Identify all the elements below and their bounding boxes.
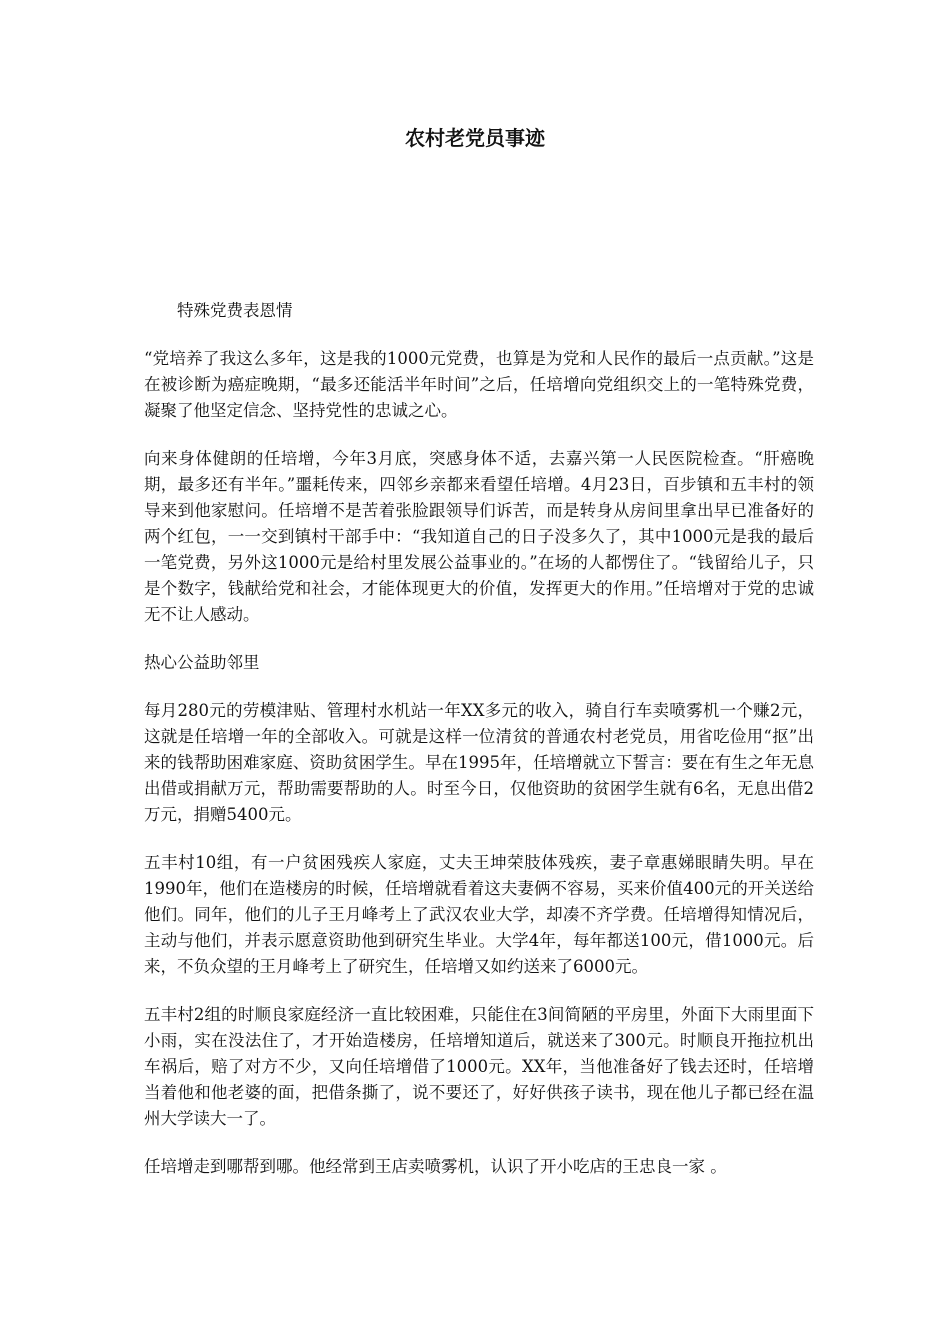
paragraph-income: 每月280元的劳模津贴、管理村水机站一年XX多元的收入，骑自行车卖喷雾机一个赚2元，这就是任培增一年的全部收入。可就是这样一位清贫的普通农村老党员，用省吃俭用“抠”出来的钱帮助困难家庭、资助贫困学生。早在1995年，任培增就立下誓言：要在有生之年无息出借或捐献万元，帮助需要帮助的人。时至今日，仅他资助的贫困学生就有6名，无息出借2万元，捐赠5400元。: [144, 701, 814, 824]
paragraph-special-dues-quote: “党培养了我这么多年，这是我的1000元党费，也算是为党和人民作的最后一点贡献。”这是在被诊断为癌症晚期，“最多还能活半年时间”之后，任培增向党组织交上的一笔特殊党费，凝聚了他坚定信念、坚持党性的忠诚之心。: [144, 349, 814, 420]
paragraph-shi-family: 五丰村2组的时顺良家庭经济一直比较困难，只能住在3间简陋的平房里，外面下大雨里面下小雨，实在没法住了，才开始造楼房，任培增知道后，就送来了300元。时顺良开拖拉机出车祸后，赔了对方不少，又向任培增借了1000元。XX年，当他准备好了钱去还时，任培增当着他和他老婆的面，把借条撕了，说不要还了，好好供孩子读书，现在他儿子都已经在温州大学读大一了。: [144, 1005, 814, 1128]
paragraph-helping-everywhere: 任培增走到哪帮到哪。他经常到王店卖喷雾机，认识了开小吃店的王忠良一家 。: [144, 1157, 727, 1176]
document-title: 农村老党员事迹: [405, 126, 545, 150]
section-heading-public-welfare: 热心公益助邻里: [144, 653, 260, 672]
document-body: [144, 298, 814, 1202]
paragraph-wang-family: 五丰村10组，有一户贫困残疾人家庭，丈夫王坤荣肢体残疾，妻子章惠娣眼睛失明。早在1990年，他们在造楼房的时候，任培增就看着这夫妻俩不容易，买来价值400元的开关送给他们。同年，他们的儿子王月峰考上了武汉农业大学，却凑不齐学费。任培增得知情况后，主动与他们，并表示愿意资助他到研究生毕业。大学4年，每年都送100元，借1000元。后来，不负众望的王月峰考上了研究生，任培增又如约送来了6000元。: [144, 853, 814, 976]
paragraph-diagnosis: 向来身体健朗的任培增，今年3月底，突感身体不适，去嘉兴第一人民医院检查。“肝癌晚期，最多还有半年。”噩耗传来，四邻乡亲都来看望任培增。4月23日，百步镇和五丰村的领导来到他家慰问。任培增不是苦着张脸跟领导们诉苦，而是转身从房间里拿出早已准备好的两个红包，一一交到镇村干部手中：“我知道自己的日子没多久了，其中1000元是我的最后一笔党费，另外这1000元是给村里发展公益事业的。”在场的人都愣住了。“钱留给儿子，只是个数字，钱献给党和社会，才能体现更大的价值，发挥更大的作用。”任培增对于党的忠诚无不让人感动。: [144, 449, 814, 624]
section-heading-special-dues: 特殊党费表恩情: [177, 301, 293, 320]
